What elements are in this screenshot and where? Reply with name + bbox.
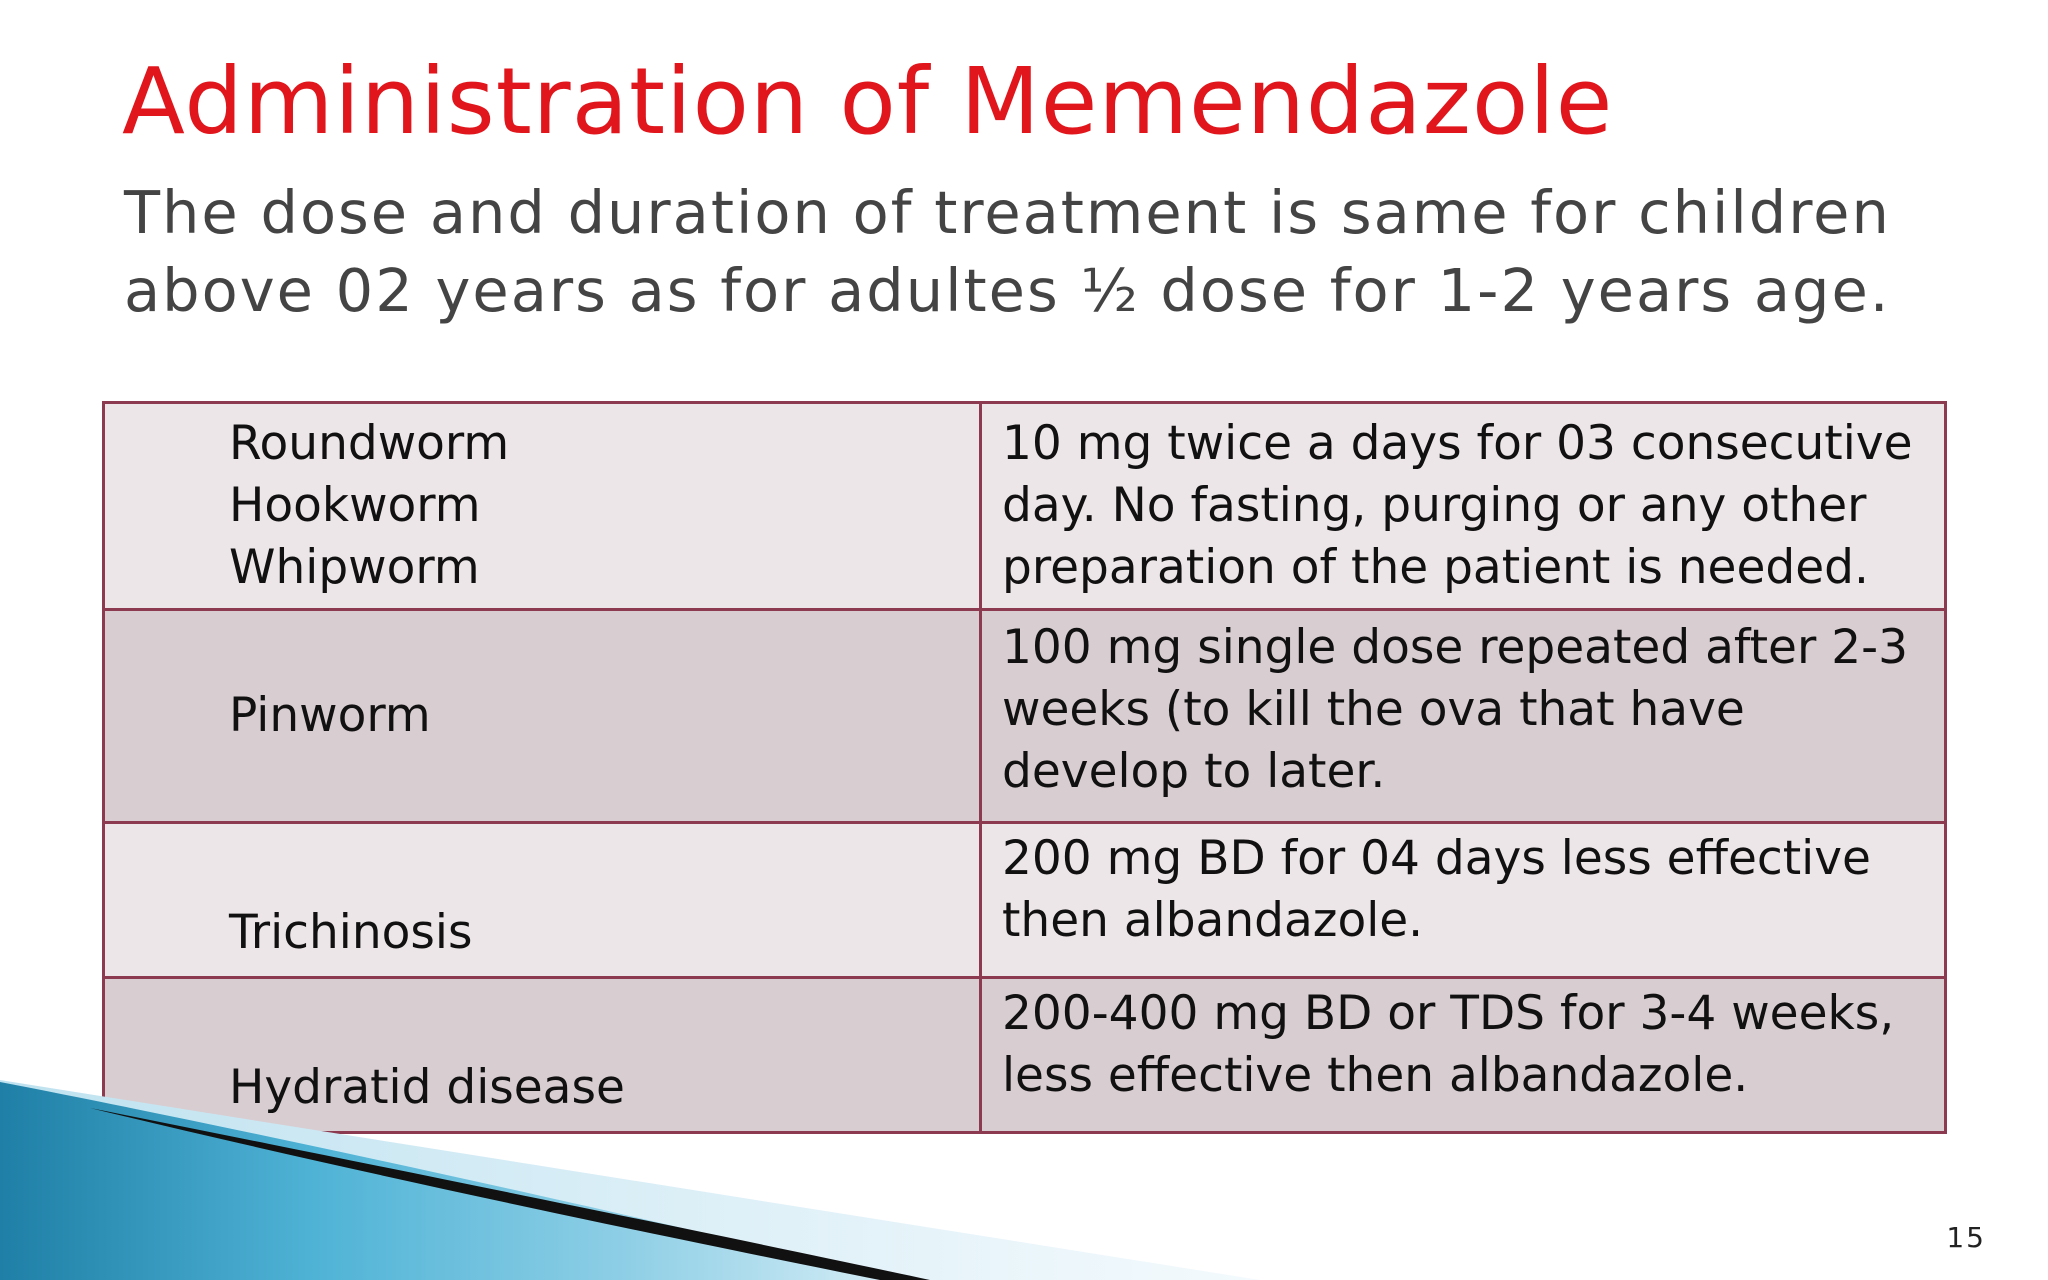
worm-name-cell (104, 823, 981, 978)
worm-name: Whipworm (229, 540, 480, 595)
worm-name: Trichinosis (229, 905, 473, 960)
worm-name-cell (104, 403, 981, 610)
worm-name-cell (104, 610, 981, 823)
worm-name: Pinworm (229, 688, 431, 743)
slide-subtitle: The dose and duration of treatment is same for children above 02 years as for adultes ½ dose for 1-2 years age. (124, 178, 1891, 325)
dose-cell: 100 mg single dose repeated after 2-3 weeks (to kill the ova that have develop to later. (981, 610, 1946, 823)
dose-cell: 200 mg BD for 04 days less effective then albandazole. (981, 823, 1946, 978)
table-row (104, 823, 1946, 978)
slide-title: Administration of Memendazole (122, 48, 1614, 155)
worm-name: Hydratid disease (229, 1060, 625, 1115)
table-row (104, 403, 1946, 610)
dose-cell: 10 mg twice a days for 03 consecutive day. No fasting, purging or any other preparation of the patient is needed. (981, 403, 1946, 610)
worm-name: Hookworm (229, 478, 481, 533)
worm-name: Roundworm (229, 416, 510, 471)
decorative-swoosh (0, 1060, 1260, 1280)
page-number: 15 (1946, 1221, 1986, 1254)
table-row (104, 610, 1946, 823)
dose-cell: 200-400 mg BD or TDS for 3-4 weeks, less effective then albandazole. (981, 978, 1946, 1133)
dosage-table (102, 401, 1947, 1134)
